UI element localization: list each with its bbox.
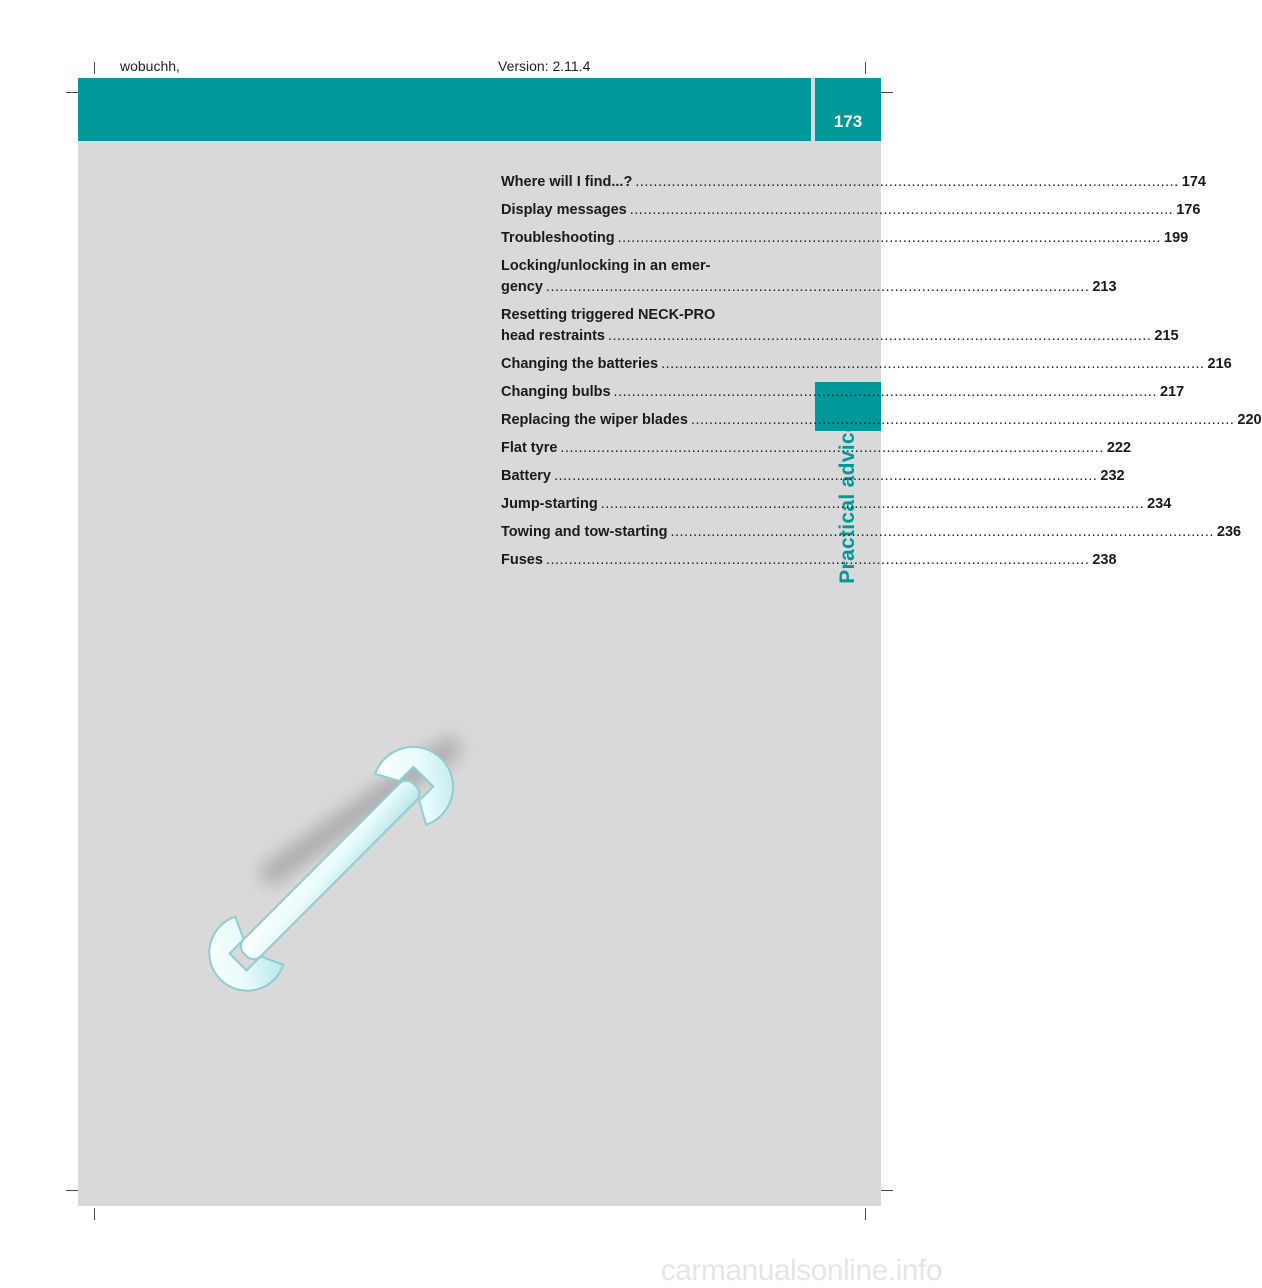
toc-leader-dots: ........................................................................................................................ [613,384,1157,400]
toc-entry[interactable] [501,522,1242,543]
toc-entry-page: 199 [1164,230,1189,246]
header-bar [78,78,811,141]
toc-leader-dots: ........................................................................................................................ [545,279,1090,295]
toc-entry-page: 236 [1216,524,1242,540]
toc-entry-page: 220 [1237,412,1262,428]
toc-entry-page: 222 [1106,440,1132,456]
toc-entry-title: Troubleshooting [501,230,615,246]
toc-entry[interactable] [501,354,1232,375]
toc-leader-dots: ........................................................................................................................ [553,468,1098,484]
toc-leader-dots: ........................................................................................................................ [600,496,1145,512]
toc-entry-page: 216 [1207,356,1232,372]
toc-entry-page: 213 [1092,279,1117,295]
toc-entry[interactable] [501,305,1179,347]
toc-entry-title: Display messages [501,202,627,218]
toc-entry-title: Battery [501,468,551,484]
toc-entry[interactable] [501,466,1125,487]
toc-entry[interactable] [501,382,1185,403]
crop-mark [865,1208,866,1220]
crop-mark [94,1208,95,1220]
crop-mark [865,62,866,74]
toc-entry-title: Fuses [501,552,543,568]
toc-leader-dots: ........................................................................................................................ [617,230,1162,246]
toc-entry[interactable] [501,550,1117,571]
print-header-right: Version: 2.11.4 [498,58,591,74]
toc-entry-title: Changing bulbs [501,384,611,400]
toc-entry-title: Changing the batteries [501,356,659,372]
toc-entry-page: 215 [1154,328,1179,344]
toc-entry-title: Resetting triggered NECK-PRO [501,307,716,323]
toc-entry-title: Towing and tow-starting [501,524,668,540]
print-header-left: wobuchh, [120,58,180,74]
toc-entry[interactable] [501,200,1201,221]
toc-entry-page: 174 [1181,174,1206,190]
section-label: Practical advice [836,420,859,584]
toc-leader-dots: ........................................................................................................................ [545,552,1090,568]
wrench-icon [180,720,480,1020]
toc-leader-dots: ........................................................................................................................ [635,174,1179,190]
toc-entry-title: Where will I find...? [501,174,633,190]
crop-mark [66,92,78,93]
toc-entry-page: 176 [1176,202,1201,218]
crop-mark [881,1190,893,1191]
crop-mark [94,62,95,74]
toc-entry-title: Jump-starting [501,496,598,512]
toc-leader-dots: ........................................................................................................................ [607,328,1152,344]
watermark: carmanualsonline.info [660,1254,942,1287]
toc-entry[interactable] [501,228,1189,249]
toc-entry-page: 232 [1100,468,1125,484]
toc-entry[interactable] [501,172,1206,193]
toc-leader-dots: ........................................................................................................................ [670,524,1214,540]
toc-entry-page: 217 [1159,384,1185,400]
toc-entry[interactable] [501,410,1262,431]
toc-entry[interactable] [501,494,1172,515]
page-number: 173 [833,112,863,131]
toc-entry-title: Locking/unlocking in an emer- [501,258,711,274]
toc-entry[interactable] [501,256,1117,298]
toc-entry-title: gency [501,279,543,295]
crop-mark [881,92,893,93]
toc-entry-title: Replacing the wiper blades [501,412,688,428]
toc-entry[interactable] [501,438,1132,459]
toc-leader-dots: ........................................................................................................................ [629,202,1174,218]
print-header-line [120,56,820,78]
toc-leader-dots: ........................................................................................................................ [560,440,1104,456]
toc-leader-dots: ........................................................................................................................ [661,356,1205,372]
toc-entry-page: 238 [1092,552,1117,568]
toc-entry-title: Flat tyre [501,440,558,456]
crop-mark [66,1190,78,1191]
toc-entry-page: 234 [1147,496,1172,512]
toc-leader-dots: ........................................................................................................................ [690,412,1235,428]
toc-entry-title: head restraints [501,328,605,344]
